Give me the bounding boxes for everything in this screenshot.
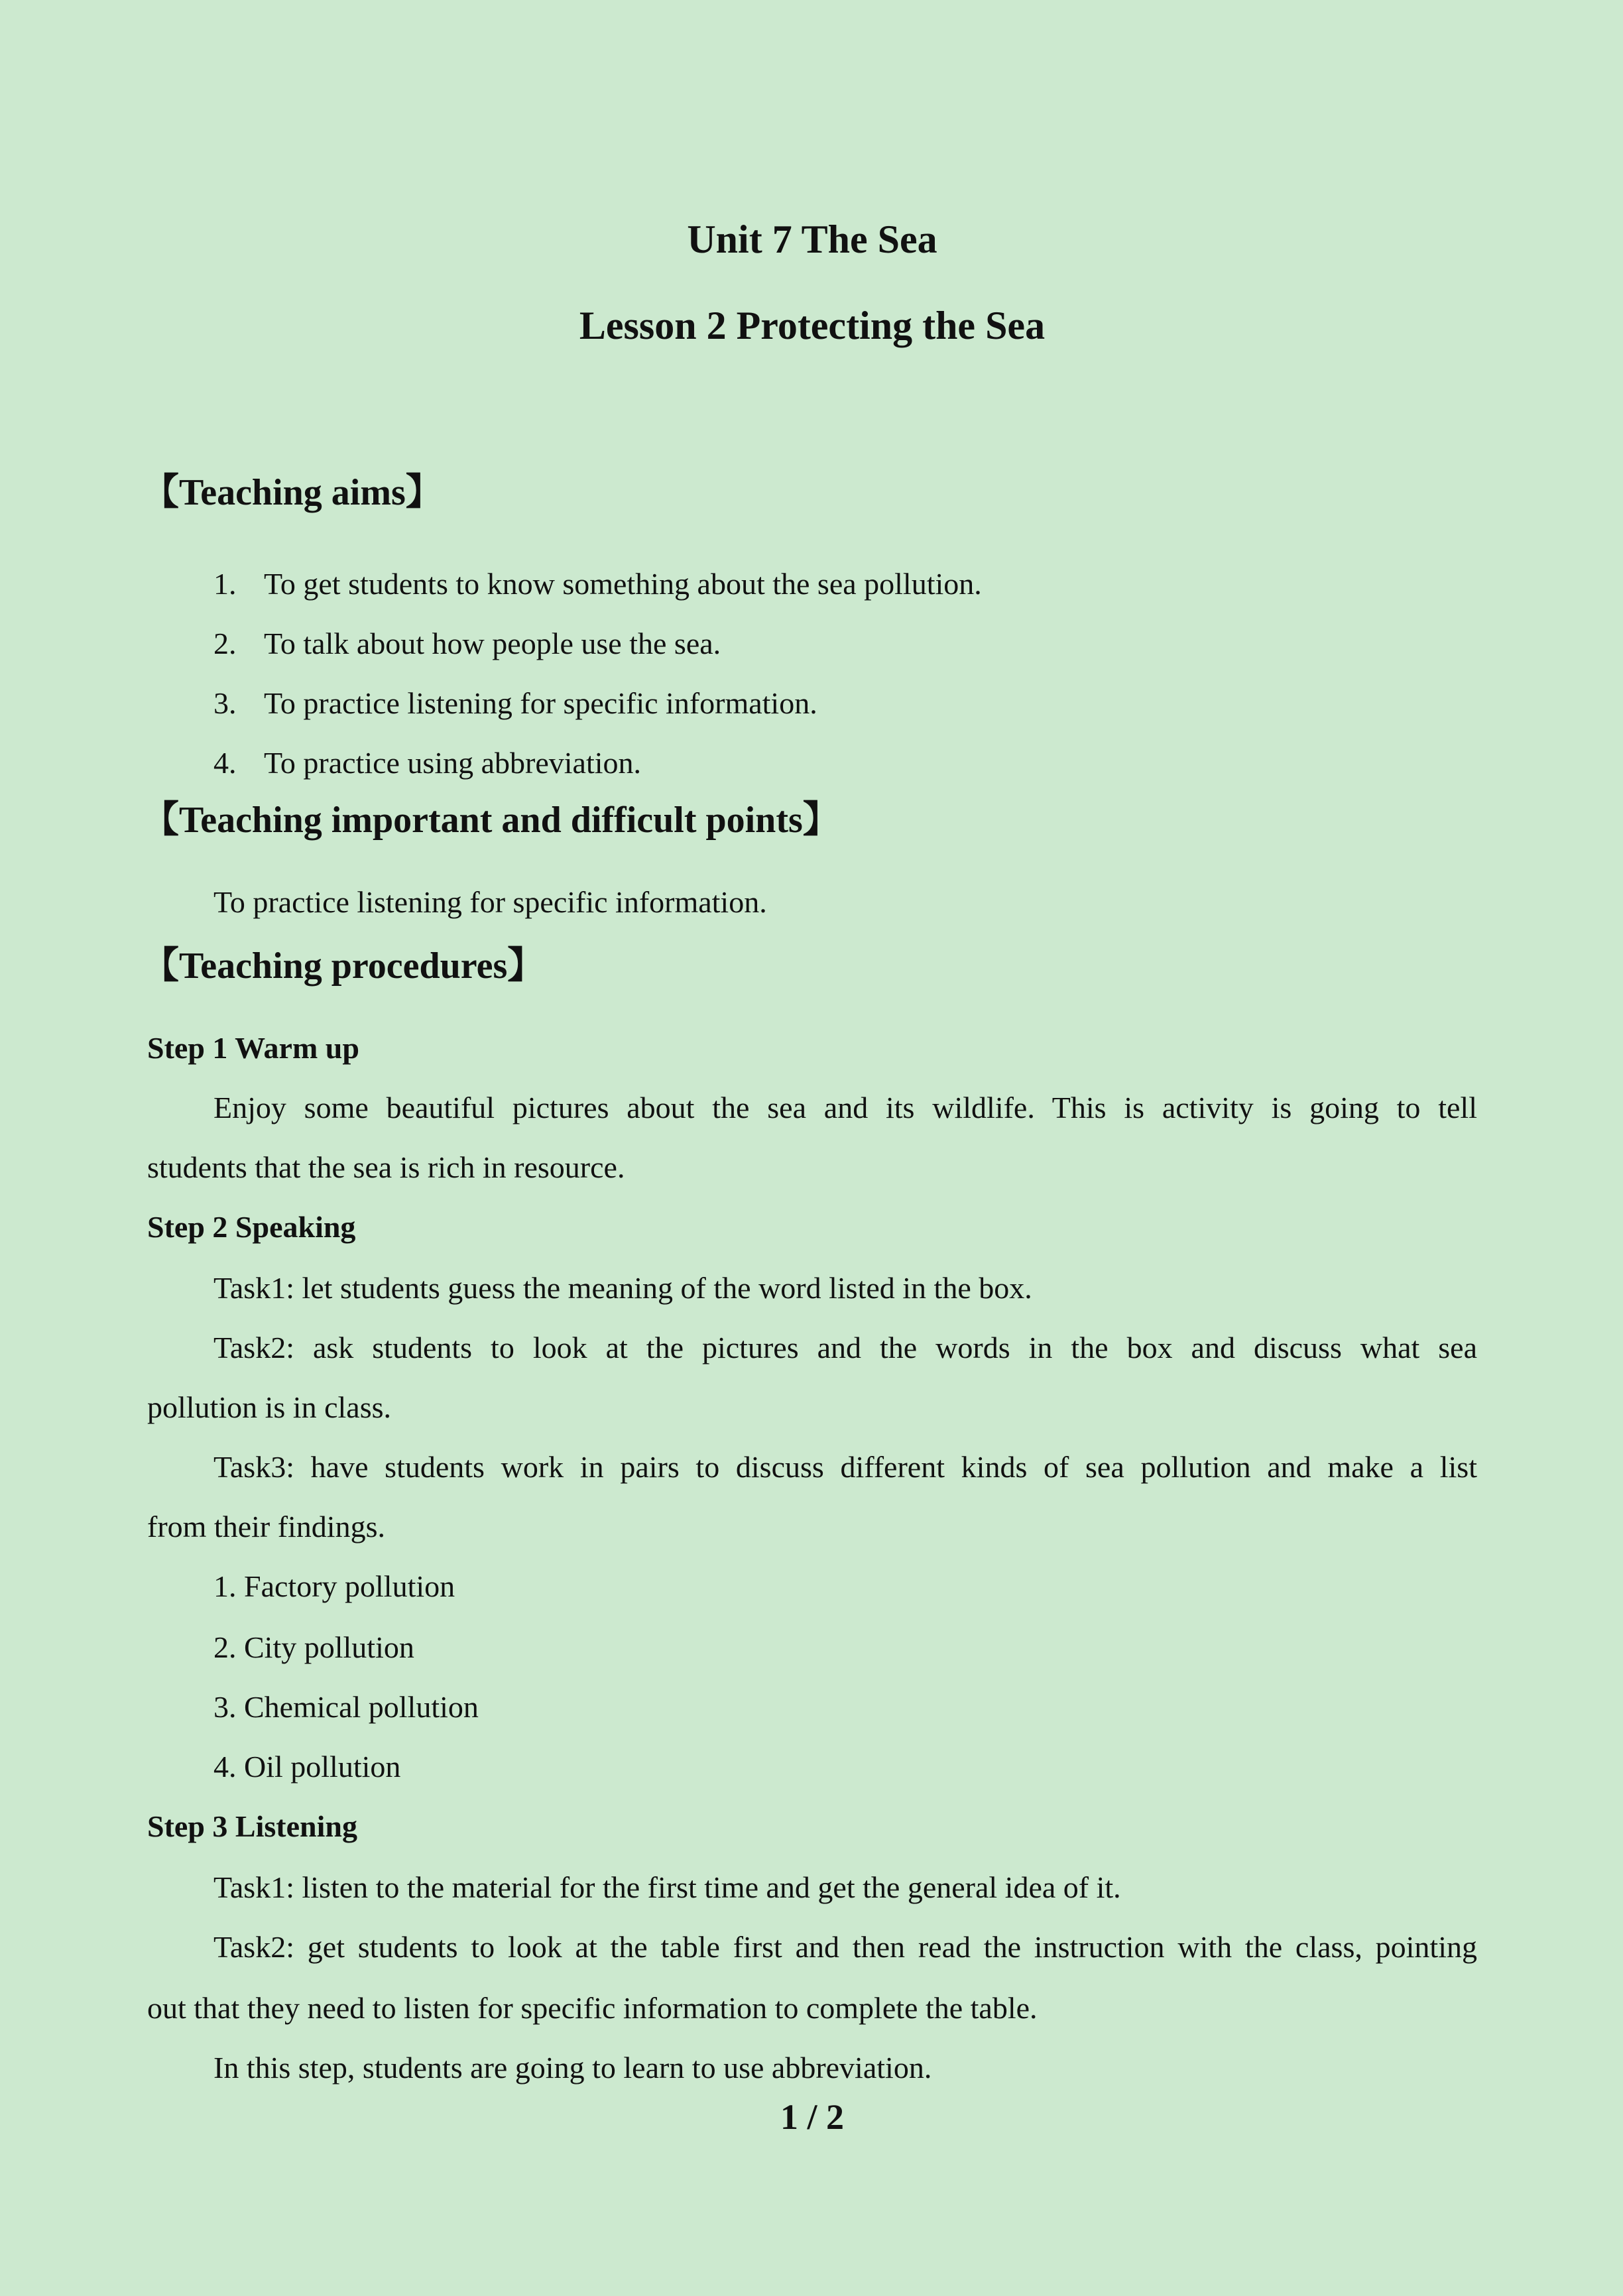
step3-note: In this step, students are going to learn to use abbreviation. <box>213 2051 932 2085</box>
aim-text: To talk about how people use the sea. <box>264 627 721 660</box>
pollution-list-item: 2. City pollution <box>213 1630 414 1664</box>
teaching-aims-list <box>213 554 982 793</box>
aim-text: To practice listening for specific information. <box>264 686 817 720</box>
aim-item <box>213 733 982 793</box>
step3-heading: Step 3 Listening <box>147 1809 357 1843</box>
aim-number: 3. <box>213 686 237 720</box>
step3-task2-line2: out that they need to listen for specific information to complete the table. <box>147 1991 1038 2025</box>
step1-paragraph-line2: students that the sea is rich in resource. <box>147 1150 625 1184</box>
aim-number: 4. <box>213 746 237 780</box>
step3-task2-line1: Task2: get students to look at the table first and then read the instruction with the class, pointing <box>213 1930 1477 1964</box>
step2-task3-line2: from their findings. <box>147 1510 385 1543</box>
step3-task1: Task1: listen to the material for the first time and get the general idea of it. <box>213 1870 1121 1904</box>
important-points-heading: 【Teaching important and difficult points】 <box>142 800 840 841</box>
page-number: 1 / 2 <box>780 2097 844 2137</box>
aim-item <box>213 554 982 614</box>
step1-heading: Step 1 Warm up <box>147 1031 359 1065</box>
important-points-text: To practice listening for specific information. <box>213 885 767 919</box>
aim-item <box>213 674 982 733</box>
lesson-title: Lesson 2 Protecting the Sea <box>579 304 1046 347</box>
step2-task1: Task1: let students guess the meaning of the word listed in the box. <box>213 1271 1032 1305</box>
teaching-aims-heading: 【Teaching aims】 <box>142 472 443 513</box>
pollution-list-item: 3. Chemical pollution <box>213 1690 479 1724</box>
unit-title: Unit 7 The Sea <box>687 217 937 261</box>
step2-heading: Step 2 Speaking <box>147 1210 356 1244</box>
step2-task2-line1: Task2: ask students to look at the pictures and the words in the box and discuss what sea <box>213 1331 1477 1364</box>
document-page <box>142 0 1477 2296</box>
aim-item <box>213 614 982 674</box>
step1-paragraph-line1: Enjoy some beautiful pictures about the sea and its wildlife. This is activity is going to tell <box>213 1091 1477 1124</box>
aim-number: 2. <box>213 627 237 660</box>
pollution-list-item: 1. Factory pollution <box>213 1569 455 1603</box>
teaching-procedures-heading: 【Teaching procedures】 <box>142 945 545 987</box>
step2-task3-line1: Task3: have students work in pairs to discuss different kinds of sea pollution and make a list <box>213 1450 1477 1484</box>
step2-task2-line2: pollution is in class. <box>147 1390 391 1424</box>
aim-text: To practice using abbreviation. <box>264 746 642 780</box>
pollution-list-item: 4. Oil pollution <box>213 1750 401 1783</box>
aim-number: 1. <box>213 567 237 601</box>
aim-text: To get students to know something about the sea pollution. <box>264 567 982 601</box>
